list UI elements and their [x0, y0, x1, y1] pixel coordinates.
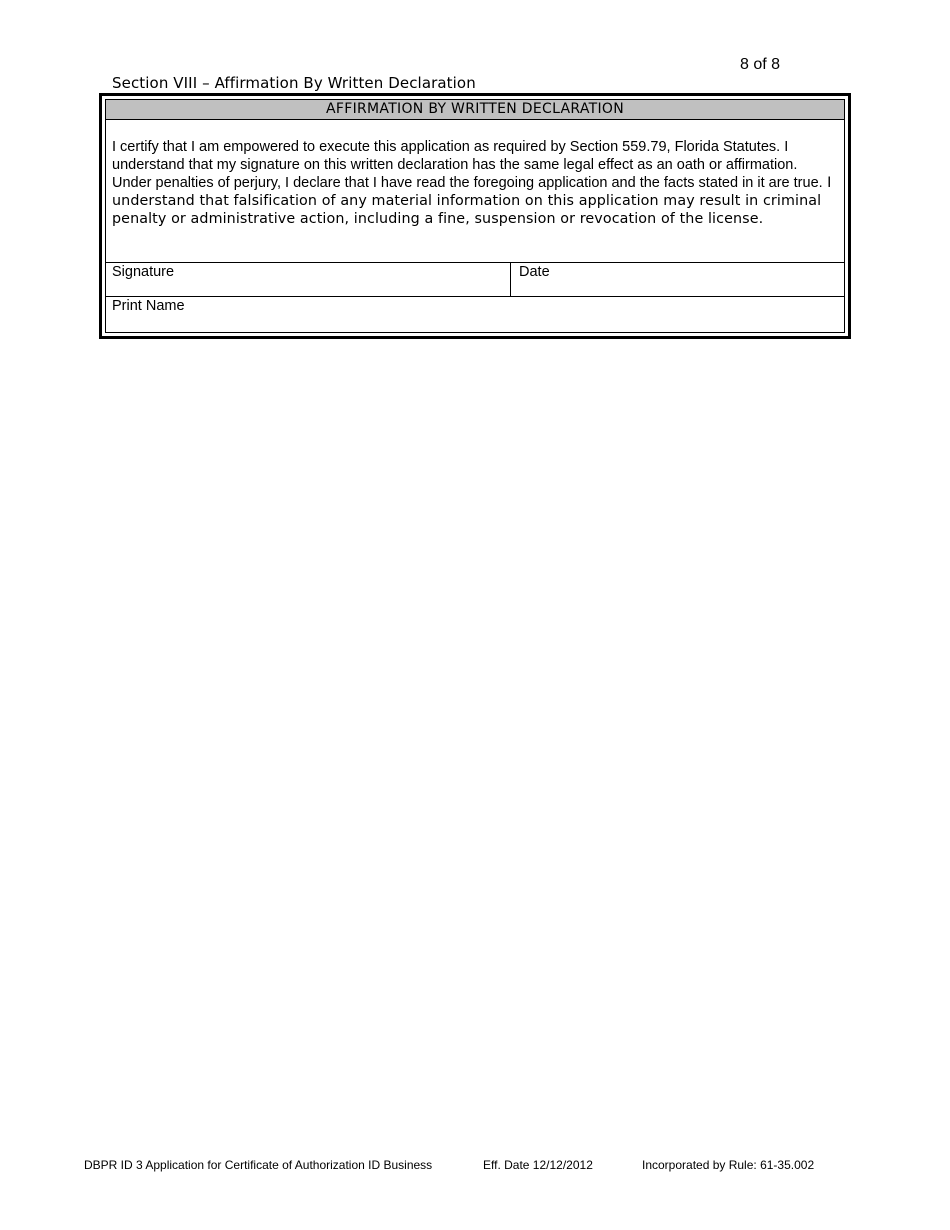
declaration-text-part2: I understand that falsification of any material information on this application may result in criminal penalty or administrative action, including a fine, suspension or revocation of the license. [112, 175, 832, 227]
declaration-text [106, 120, 844, 263]
date-label: Date [519, 264, 550, 280]
form-header: AFFIRMATION BY WRITTEN DECLARATION [106, 100, 844, 120]
print-name-label: Print Name [112, 298, 185, 314]
signature-label: Signature [112, 264, 175, 280]
declaration-text-part1: I certify that I am empowered to execute this application as required by Section 559.79, Florida Statutes. I understand that my signature on this written declaration has the same legal effect as an oath or affirmation. Under penalties of perjury, I declare that I have read the foregoing application and the facts stated in it are true. [112, 139, 823, 191]
print-name-field[interactable] [106, 297, 844, 330]
affirmation-form [99, 93, 851, 339]
footer-form-id: DBPR ID 3 Application for Certificate of Authorization ID Business [84, 1158, 433, 1172]
footer-rule: Incorporated by Rule: 61-35.002 [642, 1158, 815, 1172]
section-heading: Section VIII – Affirmation By Written Declaration [112, 74, 476, 92]
signature-field[interactable] [106, 263, 511, 296]
print-name-row [106, 297, 844, 330]
signature-date-row [106, 263, 844, 297]
footer-effective-date: Eff. Date 12/12/2012 [483, 1158, 593, 1172]
date-field[interactable] [511, 263, 844, 296]
affirmation-form-inner [105, 99, 845, 333]
page-number: 8 of 8 [740, 56, 781, 73]
